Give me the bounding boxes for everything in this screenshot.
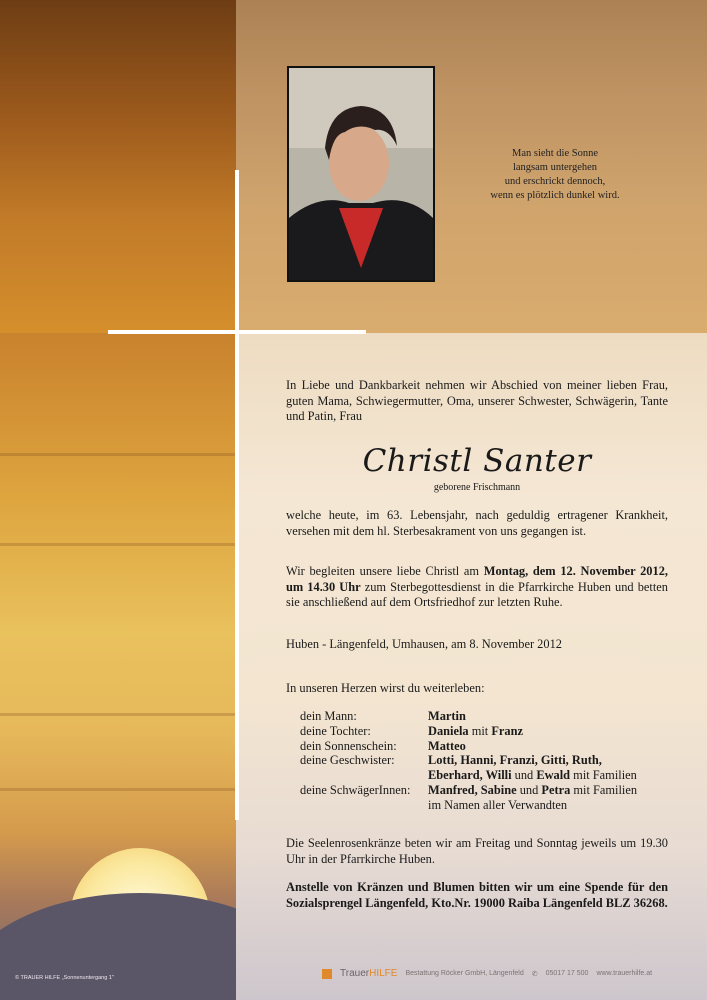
- company-name: Bestattung Röcker GmbH, Längenfeld: [405, 970, 524, 977]
- sunset-panel: [0, 333, 236, 1000]
- relative-row: deine Tochter: Daniela mit Franz: [300, 723, 523, 738]
- relative-row: Eberhard, Willi und Ewald mit Familien: [428, 768, 637, 783]
- quote-line: und erschrickt dennoch,: [504, 176, 606, 187]
- portrait-photo: [287, 66, 435, 282]
- website-link[interactable]: www.trauerhilfe.at: [596, 970, 653, 977]
- quote-line: langsam untergehen: [512, 162, 598, 173]
- cross-horizontal-bar: [108, 330, 366, 334]
- copyright-note: © TRAUER HILFE „Sonnenuntergang 1": [15, 975, 114, 981]
- relative-row: dein Sonnenschein: Matteo: [300, 738, 466, 753]
- relative-row: deine Geschwister: Lotti, Hanni, Franzi, Gitti, Ruth,: [300, 753, 602, 768]
- passing-paragraph: welche heute, im 63. Lebensjahr, nach geduldig ertragener Krankheit, versehen mit dem hl. Sterbesakrament von uns gegangen ist.: [286, 508, 668, 538]
- funeral-paragraph: Wir begleiten unsere liebe Christl am Montag, dem 12. November 2012, um 14.30 Uhr zum Sterbegottesdienst in die Pfarrkirche Huben und betten sie anschließend auf dem Ortsfriedhof zur letzten Ruhe.: [286, 564, 668, 609]
- relative-row: deine SchwägerInnen: Manfred, Sabine und Petra mit Familien: [300, 782, 638, 797]
- relative-row: dein Mann: Martin: [300, 709, 466, 723]
- logo-text: TrauerHILFE: [340, 968, 398, 979]
- rosary-paragraph: Die Seelenrosenkränze beten wir am Freitag und Sonntag jeweils um 19.30 Uhr in der Pfarrkirche Huben.: [286, 836, 668, 866]
- phone-number: 05017 17 500: [545, 970, 589, 977]
- quote-line: Man sieht die Sonne: [511, 148, 599, 159]
- phone-icon: ✆: [531, 970, 538, 978]
- logo-icon: [322, 969, 332, 979]
- deceased-name: Christl Santer: [362, 443, 592, 479]
- hearts-line: In unseren Herzen wirst du weiterleben:: [286, 681, 485, 695]
- footer-bar: [322, 968, 707, 979]
- place-date: Huben - Längenfeld, Umhausen, am 8. November 2012: [286, 637, 562, 651]
- intro-paragraph: In Liebe und Dankbarkeit nehmen wir Abschied von meiner lieben Frau, guten Mama, Schwiegermutter, Oma, unserer Schwester, Schwägerin, Tante und Patin, Frau: [286, 378, 668, 423]
- hill-silhouette: [0, 893, 236, 1000]
- relative-row: im Namen aller Verwandten: [428, 797, 568, 812]
- cross-vertical-bar: [235, 170, 239, 820]
- quote-line: wenn es plötzlich dunkel wird.: [490, 190, 620, 201]
- memorial-quote: [470, 147, 640, 203]
- donation-paragraph: Anstelle von Kränzen und Blumen bitten wir um eine Spende für den Sozialsprengel Längenfeld, Kto.Nr. 19000 Raiba Längenfeld BLZ 36268.: [286, 880, 668, 910]
- sunset-sky-top-left: [0, 0, 236, 333]
- relatives-list: [300, 709, 680, 813]
- funeral-date: Montag, dem 12. November 2012, um 14.30 Uhr: [286, 564, 668, 594]
- maiden-name: geborene Frischmann: [433, 482, 521, 493]
